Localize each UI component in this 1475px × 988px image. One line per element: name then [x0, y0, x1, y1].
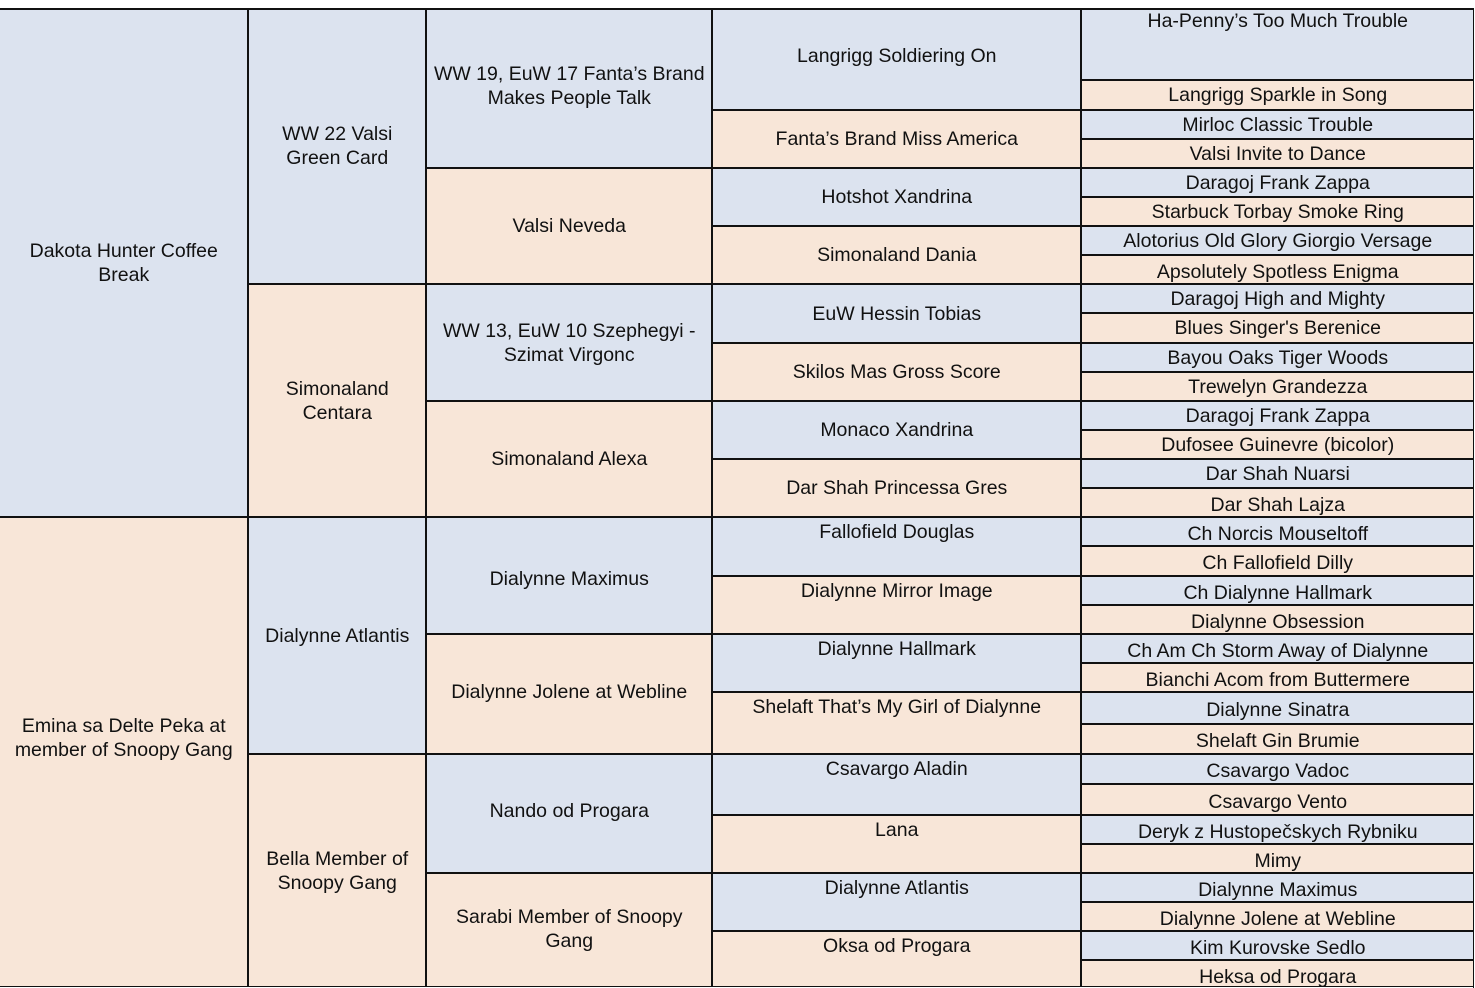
- gen5-name-7: Apsolutely Spotless Enigma: [1156, 260, 1399, 283]
- gen5-name-3: Valsi Invite to Dance: [1189, 142, 1366, 165]
- gen2-name-1: Simonaland Centara: [285, 377, 389, 424]
- gen5-name-25: Csavargo Vento: [1208, 790, 1348, 813]
- gen4-cell-7: [712, 459, 1081, 517]
- gen5-name-6: Alotorius Old Glory Giorgio Versage: [1123, 229, 1433, 252]
- gen5-cell-30: [1081, 931, 1474, 960]
- gen4-name-3: Simonaland Dania: [817, 244, 977, 267]
- gen5-name-28: Dialynne Maximus: [1198, 878, 1358, 901]
- gen5-name-19: Dialynne Obsession: [1191, 610, 1365, 633]
- gen3-name-4: Dialynne Maximus: [489, 567, 649, 590]
- gen4-cell-1: [712, 110, 1081, 168]
- gen5-name-21: Bianchi Acom from Buttermere: [1145, 668, 1410, 691]
- gen4-name-6: Monaco Xandrina: [820, 419, 974, 442]
- gen5-name-12: Daragoj Frank Zappa: [1185, 404, 1370, 427]
- gen5-cell-18: [1081, 576, 1474, 605]
- gen5-cell-5: [1081, 197, 1474, 226]
- gen5-cell-16: [1081, 517, 1474, 546]
- gen5-name-11: Trewelyn Grandezza: [1188, 375, 1368, 398]
- gen4-name-8: Fallofield Douglas: [819, 521, 975, 544]
- gen5-cell-11: [1081, 372, 1474, 401]
- gen3-name-5: Dialynne Jolene at Webline: [451, 681, 688, 704]
- gen5-cell-6: [1081, 226, 1474, 255]
- gen5-cell-25: [1081, 784, 1474, 815]
- gen5-name-9: Blues Singer's Berenice: [1174, 317, 1381, 340]
- gen4-cell-3: [712, 226, 1081, 284]
- gen3-cell-2: [426, 284, 712, 401]
- gen4-name-4: EuW Hessin Tobias: [812, 302, 982, 325]
- gen5-cell-19: [1081, 605, 1474, 634]
- gen4-cell-0: [712, 8, 1081, 110]
- gen4-name-11: Shelaft That’s My Girl of Dialynne: [752, 696, 1042, 719]
- gen4-cell-10: [712, 634, 1081, 692]
- gen1-sire-name: Dakota Hunter Coffee Break: [29, 239, 218, 286]
- gen1-sire: [0, 8, 248, 517]
- gen2-name-3: Bella Member of Snoopy Gang: [266, 847, 409, 894]
- gen2-cell-0: [248, 8, 426, 284]
- gen5-cell-1: [1081, 80, 1474, 110]
- gen5-name-27: Mimy: [1254, 849, 1302, 872]
- gen4-name-12: Csavargo Aladin: [825, 758, 968, 781]
- gen4-cell-2: [712, 168, 1081, 226]
- gen4-cell-11: [712, 692, 1081, 754]
- gen5-name-1: Langrigg Sparkle in Song: [1168, 84, 1388, 107]
- gen3-name-1: Valsi Neveda: [512, 215, 626, 238]
- gen5-cell-21: [1081, 663, 1474, 692]
- gen5-cell-12: [1081, 401, 1474, 430]
- gen3-cell-3: [426, 401, 712, 517]
- gen5-cell-28: [1081, 873, 1474, 902]
- gen5-cell-20: [1081, 634, 1474, 663]
- gen5-cell-22: [1081, 692, 1474, 724]
- gen5-name-8: Daragoj High and Mighty: [1170, 287, 1386, 310]
- gen3-cell-5: [426, 634, 712, 754]
- gen5-name-14: Dar Shah Nuarsi: [1205, 462, 1350, 485]
- gen4-cell-14: [712, 873, 1081, 931]
- gen5-name-26: Deryk z Hustopečskych Rybniku: [1137, 820, 1418, 843]
- gen5-cell-4: [1081, 168, 1474, 197]
- gen5-name-18: Ch Dialynne Hallmark: [1183, 581, 1373, 604]
- gen5-name-29: Dialynne Jolene at Webline: [1159, 907, 1396, 930]
- gen5-name-24: Csavargo Vadoc: [1206, 760, 1350, 783]
- gen5-cell-24: [1081, 754, 1474, 784]
- gen4-cell-4: [712, 284, 1081, 343]
- gen3-cell-0: [426, 8, 712, 168]
- gen5-name-31: Heksa od Progara: [1199, 965, 1357, 988]
- gen5-cell-10: [1081, 343, 1474, 372]
- gen5-name-23: Shelaft Gin Brumie: [1195, 730, 1360, 753]
- gen3-name-2: WW 13, EuW 10 Szephegyi -Szimat Virgonc: [442, 319, 696, 366]
- gen5-name-30: Kim Kurovske Sedlo: [1189, 936, 1366, 959]
- gen5-name-15: Dar Shah Lajza: [1210, 493, 1345, 516]
- gen3-name-3: Simonaland Alexa: [491, 448, 648, 471]
- gen3-name-6: Nando od Progara: [489, 799, 649, 822]
- gen4-cell-15: [712, 931, 1081, 987]
- gen4-cell-8: [712, 517, 1081, 576]
- gen3-cell-7: [426, 873, 712, 987]
- gen5-cell-14: [1081, 459, 1474, 488]
- gen4-name-15: Oksa od Progara: [823, 935, 971, 958]
- gen2-cell-1: [248, 284, 426, 517]
- gen5-cell-23: [1081, 724, 1474, 754]
- gen1-dam: [0, 517, 248, 987]
- gen4-name-9: Dialynne Mirror Image: [800, 580, 993, 603]
- gen5-name-13: Dufosee Guinevre (bicolor): [1161, 433, 1395, 456]
- gen5-cell-13: [1081, 430, 1474, 459]
- gen5-name-16: Ch Norcis Mouseltoff: [1187, 522, 1369, 545]
- gen5-cell-7: [1081, 255, 1474, 284]
- gen4-name-14: Dialynne Atlantis: [824, 877, 969, 900]
- gen5-cell-9: [1081, 313, 1474, 343]
- gen4-name-10: Dialynne Hallmark: [817, 638, 976, 661]
- gen2-name-0: WW 22 Valsi Green Card: [282, 123, 393, 170]
- gen4-name-0: Langrigg Soldiering On: [797, 45, 997, 68]
- gen5-cell-2: [1081, 110, 1474, 139]
- gen4-name-1: Fanta’s Brand Miss America: [775, 128, 1018, 151]
- gen1-dam-name: Emina sa Delte Peka at member of Snoopy Gang: [14, 715, 233, 762]
- gen3-name-7: Sarabi Member of Snoopy Gang: [455, 906, 683, 953]
- gen2-cell-3: [248, 754, 426, 987]
- gen5-cell-17: [1081, 546, 1474, 576]
- gen5-cell-27: [1081, 844, 1474, 873]
- gen4-name-7: Dar Shah Princessa Gres: [786, 477, 1008, 500]
- gen4-name-2: Hotshot Xandrina: [821, 186, 973, 209]
- gen3-cell-1: [426, 168, 712, 284]
- gen2-cell-2: [248, 517, 426, 754]
- gen5-cell-26: [1081, 815, 1474, 844]
- gen4-name-13: Lana: [875, 819, 919, 842]
- gen5-name-17: Ch Fallofield Dilly: [1202, 552, 1354, 575]
- gen5-name-2: Mirloc Classic Trouble: [1182, 113, 1374, 136]
- gen5-name-20: Ch Am Ch Storm Away of Dialynne: [1127, 639, 1429, 662]
- gen5-name-22: Dialynne Sinatra: [1206, 699, 1350, 722]
- gen4-cell-12: [712, 754, 1081, 815]
- gen5-name-0: Ha-Penny’s Too Much Trouble: [1147, 10, 1408, 33]
- gen4-cell-6: [712, 401, 1081, 459]
- gen5-cell-31: [1081, 960, 1474, 987]
- gen5-name-10: Bayou Oaks Tiger Woods: [1167, 346, 1389, 369]
- gen4-name-5: Skilos Mas Gross Score: [792, 361, 1001, 384]
- gen2-name-2: Dialynne Atlantis: [265, 624, 410, 647]
- gen5-cell-15: [1081, 488, 1474, 517]
- gen5-cell-3: [1081, 139, 1474, 168]
- gen4-cell-13: [712, 815, 1081, 873]
- gen4-cell-5: [712, 343, 1081, 401]
- gen3-name-0: WW 19, EuW 17 Fanta’s Brand Makes People Talk: [433, 63, 705, 110]
- gen3-cell-6: [426, 754, 712, 873]
- gen5-name-5: Starbuck Torbay Smoke Ring: [1151, 200, 1404, 223]
- gen5-cell-29: [1081, 902, 1474, 931]
- gen5-name-4: Daragoj Frank Zappa: [1185, 171, 1370, 194]
- gen3-cell-4: [426, 517, 712, 634]
- gen5-cell-0: [1081, 8, 1474, 80]
- gen4-cell-9: [712, 576, 1081, 634]
- gen5-cell-8: [1081, 284, 1474, 313]
